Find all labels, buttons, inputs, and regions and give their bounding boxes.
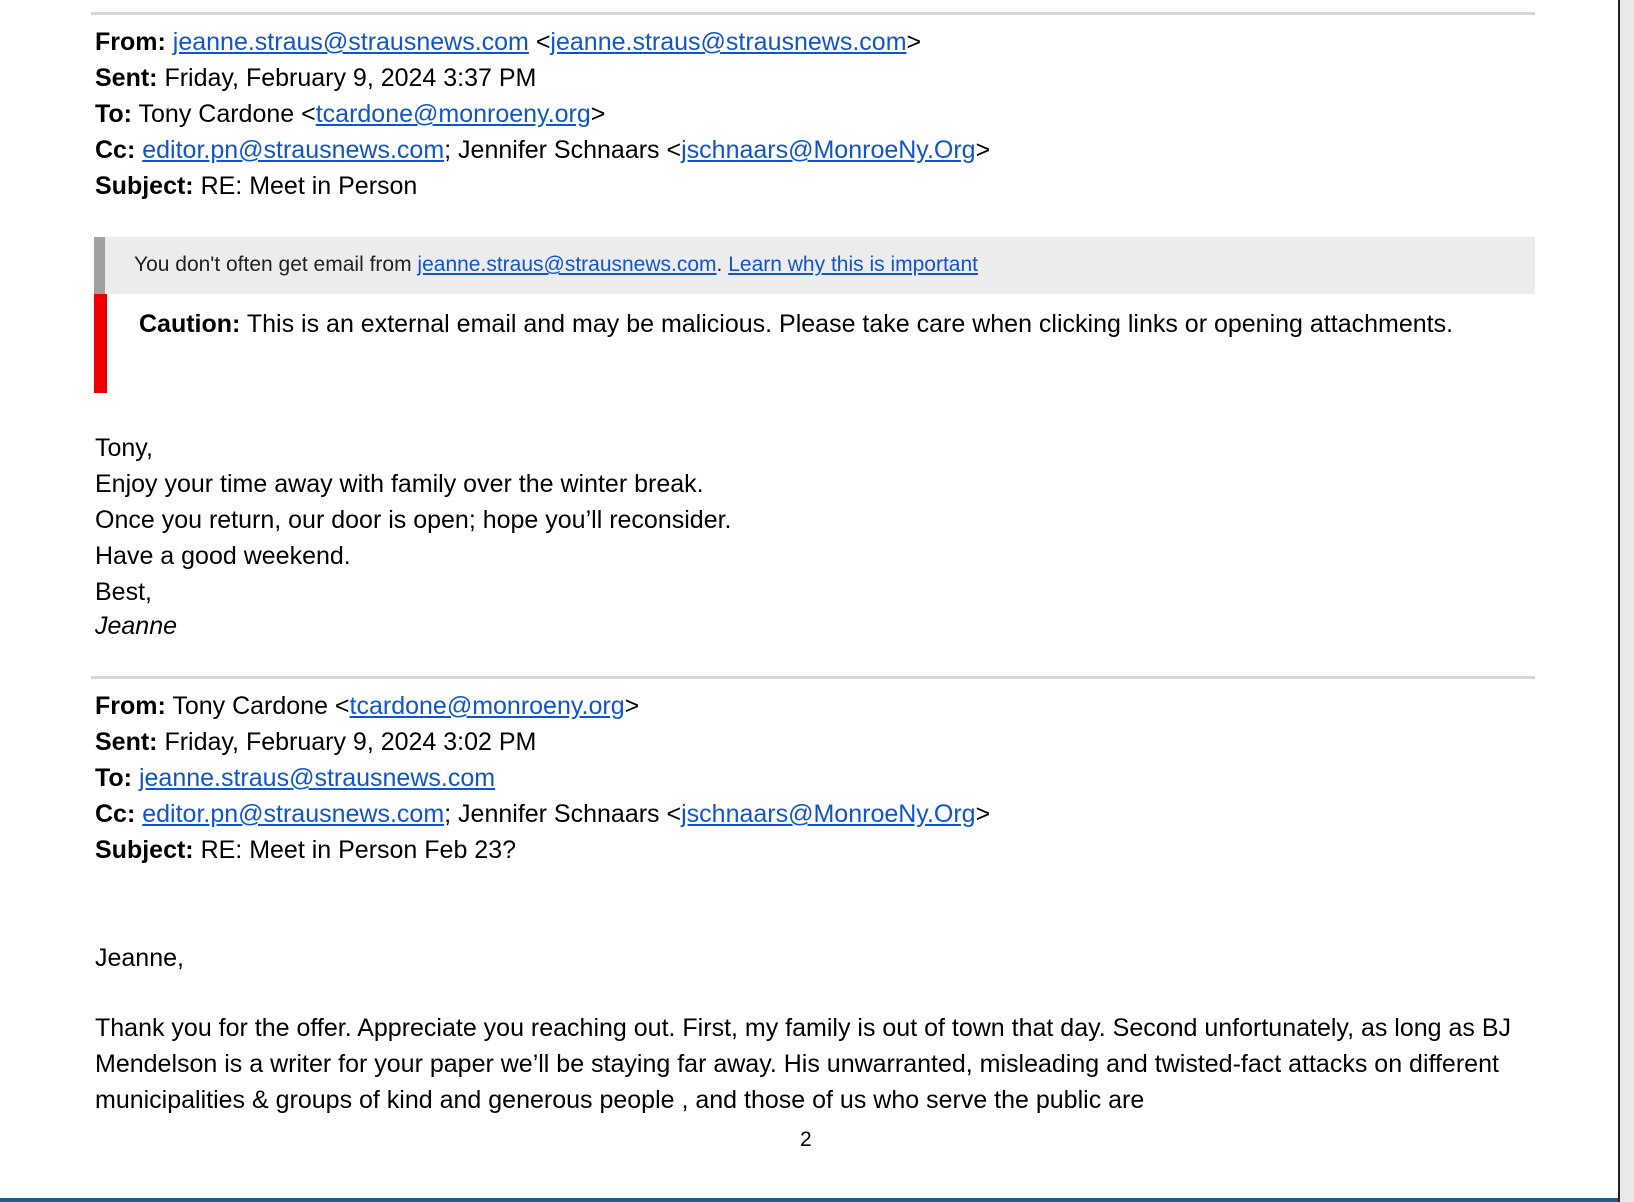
divider-top [91, 12, 1535, 15]
to-label: To: [95, 764, 133, 792]
to-email-link[interactable]: jeanne.straus@strausnews.com [138, 764, 496, 792]
caution-text [139, 306, 1499, 342]
sent-value: Friday, February 9, 2024 3:37 PM [157, 64, 537, 92]
cc-bracket-close: > [975, 800, 991, 828]
to-name: Tony Cardone < [132, 100, 316, 128]
subject-value: RE: Meet in Person Feb 23? [193, 836, 517, 864]
email2-sent-line [95, 724, 536, 760]
from-bracket-close: > [624, 692, 640, 720]
from-label: From: [95, 692, 166, 720]
sent-label: Sent: [95, 64, 158, 92]
body1-line-1: Tony, [95, 434, 153, 462]
from-bracket-open: < [528, 28, 551, 56]
subject-label: Subject: [95, 172, 194, 200]
sender-notice-banner [94, 237, 1535, 294]
body1-line-2: Enjoy your time away with family over the winter break. [95, 470, 704, 498]
page-number: 2 [800, 1128, 812, 1151]
caution-accent-bar [94, 294, 107, 393]
cc-label: Cc: [95, 136, 136, 164]
body1-line-3: Once you return, our door is open; hope you’ll reconsider. [95, 506, 732, 534]
email2-to-line [95, 760, 495, 796]
cc-label: Cc: [95, 800, 136, 828]
notice-sender-link[interactable]: jeanne.straus@strausnews.com [417, 253, 717, 276]
caution-message: This is an external email and may be malicious. Please take care when clicking links or opening attachments. [240, 310, 1454, 338]
body2-paragraph: Thank you for the offer. Appreciate you reaching out. First, my family is out of town that day. Second unfortunately, as long as BJ Mendelson is a writer for your paper we’ll be staying far away. His unwarranted, misleading and twisted-fact attacks on different municipalities & groups of kind and generous people , and those of us who serve the public are [95, 1014, 1512, 1114]
bottom-border [0, 1198, 1620, 1202]
subject-value: RE: Meet in Person [193, 172, 418, 200]
signature: Jeanne [95, 612, 178, 640]
email1-cc-line [95, 132, 990, 168]
email2-cc-line [95, 796, 990, 832]
cc-bracket-close: > [975, 136, 991, 164]
body1-line-4: Have a good weekend. [95, 542, 351, 570]
sent-label: Sent: [95, 728, 158, 756]
from-bracket-close: > [906, 28, 922, 56]
caution-banner [94, 294, 1535, 393]
email2-from-line [95, 688, 639, 724]
cc-email-link-1[interactable]: editor.pn@strausnews.com [142, 136, 445, 164]
cc-separator: ; Jennifer Schnaars < [444, 136, 682, 164]
from-email-link[interactable]: tcardone@monroeny.org [349, 692, 625, 720]
body1-line-5: Best, [95, 578, 152, 606]
notice-accent-bar [94, 237, 105, 294]
subject-label: Subject: [95, 836, 194, 864]
to-bracket-close: > [590, 100, 606, 128]
cc-email-link-2[interactable]: jschnaars@MonroeNy.Org [681, 136, 976, 164]
email1-from-line [95, 24, 921, 60]
from-email-link-2[interactable]: jeanne.straus@strausnews.com [550, 28, 907, 56]
body2-greeting: Jeanne, [95, 944, 184, 972]
email2-subject-line [95, 832, 516, 868]
viewer-gutter [1620, 0, 1634, 1202]
cc-email-link-1[interactable]: editor.pn@strausnews.com [142, 800, 445, 828]
cc-separator: ; Jennifer Schnaars < [444, 800, 682, 828]
to-label: To: [95, 100, 133, 128]
email1-subject-line [95, 168, 417, 204]
from-label: From: [95, 28, 166, 56]
to-email-link[interactable]: tcardone@monroeny.org [315, 100, 591, 128]
notice-text [134, 251, 978, 279]
notice-prefix: You don't often get email from [134, 253, 418, 276]
learn-why-link[interactable]: Learn why this is important [728, 253, 978, 276]
sent-value: Friday, February 9, 2024 3:02 PM [157, 728, 537, 756]
email1-sent-line [95, 60, 536, 96]
cc-email-link-2[interactable]: jschnaars@MonroeNy.Org [681, 800, 976, 828]
notice-dot: . [716, 253, 729, 276]
caution-label: Caution: [139, 310, 241, 338]
email1-to-line [95, 96, 605, 132]
divider-middle [91, 676, 1535, 679]
from-email-link[interactable]: jeanne.straus@strausnews.com [172, 28, 529, 56]
from-name: Tony Cardone < [165, 692, 350, 720]
